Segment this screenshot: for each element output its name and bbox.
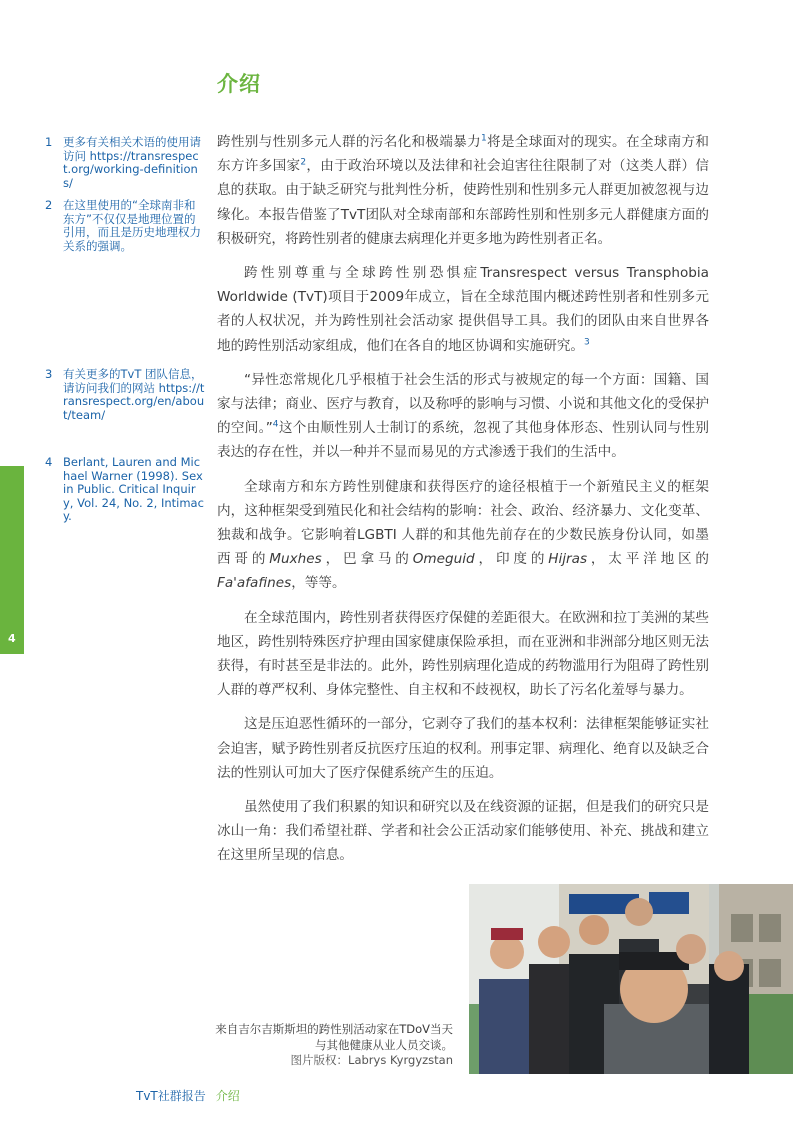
- footnote-text: 有关更多的TvT 团队信息，请访问我们的网站 https://transrespect.org/en/about/team/: [63, 367, 205, 422]
- side-tab: [0, 466, 24, 654]
- footnote-1: [45, 136, 205, 190]
- italic-term: Omeguid: [412, 551, 475, 568]
- photo-credit: 图片版权：Labrys Kyrgyzstan: [290, 1053, 453, 1067]
- footnote-text: 更多有关相关术语的使用请访问 https://transrespect.org/working-definitions/: [63, 135, 201, 190]
- footnote-text: 在这里使用的“全球南非和东方”不仅仅是地理位置的引用，而且是历史地理权力关系的强调。: [63, 198, 201, 253]
- footnote-number: 4: [45, 455, 53, 469]
- photo-caption: 来自吉尔吉斯斯坦的跨性别活动家在TDoV当天与其他健康从业人员交谈。: [215, 1022, 453, 1052]
- text-run: 这个由顺性别人士制订的系统，忽视了其他身体形态、性别认同与性别表达的存在性，并以一种并不显而易见的方式渗透于我们的生活中。: [217, 420, 709, 461]
- footer-report-name: TvT社群报告: [136, 1089, 206, 1103]
- photo-caption-block: [213, 1022, 453, 1069]
- footnote-ref: 1: [480, 133, 487, 144]
- paragraph-2: [217, 261, 709, 358]
- footnote-4: [45, 456, 205, 524]
- text-run: 全球南方和东方跨性别健康和获得医疗的途径根植于一个新殖民主义的框架内，这种框架受到殖民化和社会结构的影响：社会、政治、经济暴力、文化变革、独裁和战争。它影响着LGBTI 人群的和其他先前存在的少数民族身份认同，如墨西哥的: [217, 478, 709, 568]
- main-body: [217, 130, 709, 878]
- footnote-ref: 2: [300, 157, 307, 168]
- footnote-number: 2: [45, 198, 53, 212]
- group-photo: [469, 884, 793, 1074]
- footnote-ref: 4: [272, 419, 279, 430]
- text-run: 将是全球面对的现实。在全球南方和东方许多国家: [217, 134, 710, 175]
- footnote-ref: 3: [584, 337, 590, 348]
- text-run: 跨性别与性别多元人群的污名化和极端暴力: [217, 134, 481, 150]
- italic-term: Muxhes: [269, 551, 322, 568]
- paragraph-6: 这是压迫恶性循环的一部分，它剥夺了我们的基本权利：法律框架能够证实社会迫害，赋予跨性别者反抗医疗压迫的权利。刑事定罪、病理化、绝育以及缺乏合法的性别认可加大了医疗保健系统产生的压迫。: [217, 716, 709, 781]
- paragraph-7: 虽然使用了我们积累的知识和研究以及在线资源的证据，但是我们的研究只是冰山一角：我们希望社群、学者和社会公正活动家们能够使用、补充、挑战和建立在这里所呈现的信息。: [217, 799, 709, 864]
- italic-term: Fa'afafines: [217, 575, 292, 592]
- quote-text: “异性恋常规化几乎根植于社会生活的形式与被规定的每一个方面：国籍、国家与法律；商业、医疗与教育，以及称呼的影响与习惯、小说和其他文化的受保护的空间。”: [217, 371, 709, 437]
- paragraph-1: [217, 130, 709, 251]
- footnote-2: [45, 199, 205, 253]
- page-title: 介绍: [217, 72, 261, 96]
- text-run: ，等等。: [291, 575, 346, 592]
- italic-term: Hijras: [548, 551, 588, 568]
- photo-illustration: [469, 884, 793, 1074]
- text-run: 跨性别尊重与全球跨性别恐惧症Transrespect versus Transphobia Worldwide (TvT)项目于2009年成立，旨在全球范围内概述跨性别者和性别多元者的人权状况，并为跨性别社会活动家 提供倡导工具。我们的团队由来自世界各地的跨性别活动家组成，他们在各自的地区协调和实施研究。: [217, 265, 709, 354]
- footer: [136, 1087, 240, 1104]
- text-run: ，印度的: [474, 551, 549, 568]
- text-run: ，由于政治环境以及法律和社会迫害往往限制了对（这类人群）信息的获取。由于缺乏研究与批判性分析，使跨性别和性别多元人群更加被忽视与边缘化。本报告借鉴了TvT团队对全球南部和东部跨性别和性别多元人群健康方面的积极研究，将跨性别者的健康去病理化并更多地为跨性别者正名。: [217, 158, 709, 247]
- page-number: 4: [8, 632, 16, 645]
- footnote-text: Berlant, Lauren and Michael Warner (1998). Sex in Public. Critical Inquiry, Vol. 24, No. 2, Intimacy.: [63, 455, 204, 523]
- paragraph-4: [217, 475, 709, 596]
- footer-section: 介绍: [215, 1089, 240, 1103]
- footnote-3: [45, 368, 205, 422]
- text-run: ，巴拿马的: [321, 551, 413, 568]
- footnote-number: 3: [45, 367, 53, 381]
- paragraph-5: 在全球范围内，跨性别者获得医疗保健的差距很大。在欧洲和拉丁美洲的某些地区，跨性别特殊医疗护理由国家健康保险承担，而在亚洲和非洲部分地区则无法获得，有时甚至是非法的。此外，跨性别病理化造成的药物滥用行为阻碍了跨性别人群的尊严权利、身体完整性、自主权和不歧视权，助长了污名化羞辱与暴力。: [217, 609, 709, 699]
- footnote-number: 1: [45, 135, 53, 149]
- text-run: ，太平洋地区的: [587, 551, 710, 568]
- paragraph-3: [217, 368, 709, 465]
